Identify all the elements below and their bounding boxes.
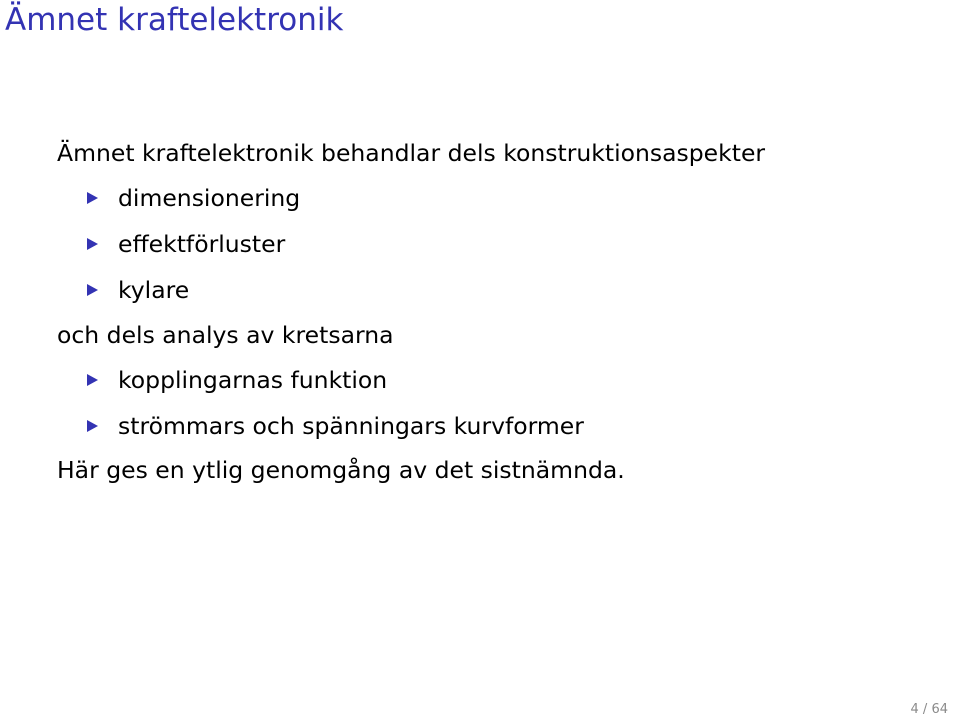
list-item: [87, 230, 285, 258]
list-item-label: kylare: [118, 276, 190, 304]
page-number: [911, 702, 949, 717]
page-separator: /: [922, 702, 928, 717]
list-item-label: dimensionering: [118, 184, 301, 212]
slide-title: Ämnet kraftelektronik: [5, 2, 344, 38]
list-item: [87, 276, 189, 304]
triangle-bullet-icon: [87, 374, 98, 386]
list-item: [87, 412, 584, 440]
list-item-label: effektförluster: [118, 230, 286, 258]
list-item: [87, 366, 387, 394]
list-item: [87, 184, 300, 212]
page-current: 4: [910, 702, 919, 717]
intro-text: Ämnet kraftelektronik behandlar dels konstruktionsaspekter: [57, 139, 766, 167]
page-total: 64: [931, 702, 948, 717]
triangle-bullet-icon: [87, 192, 98, 204]
list-item-label: strömmars och spänningars kurvformer: [118, 412, 584, 440]
conclusion-text: Här ges en ytlig genomgång av det sistnämnda.: [57, 456, 625, 484]
triangle-bullet-icon: [87, 420, 98, 432]
analysis-intro-text: och dels analys av kretsarna: [57, 321, 394, 349]
triangle-bullet-icon: [87, 284, 98, 296]
list-item-label: kopplingarnas funktion: [118, 366, 388, 394]
triangle-bullet-icon: [87, 238, 98, 250]
